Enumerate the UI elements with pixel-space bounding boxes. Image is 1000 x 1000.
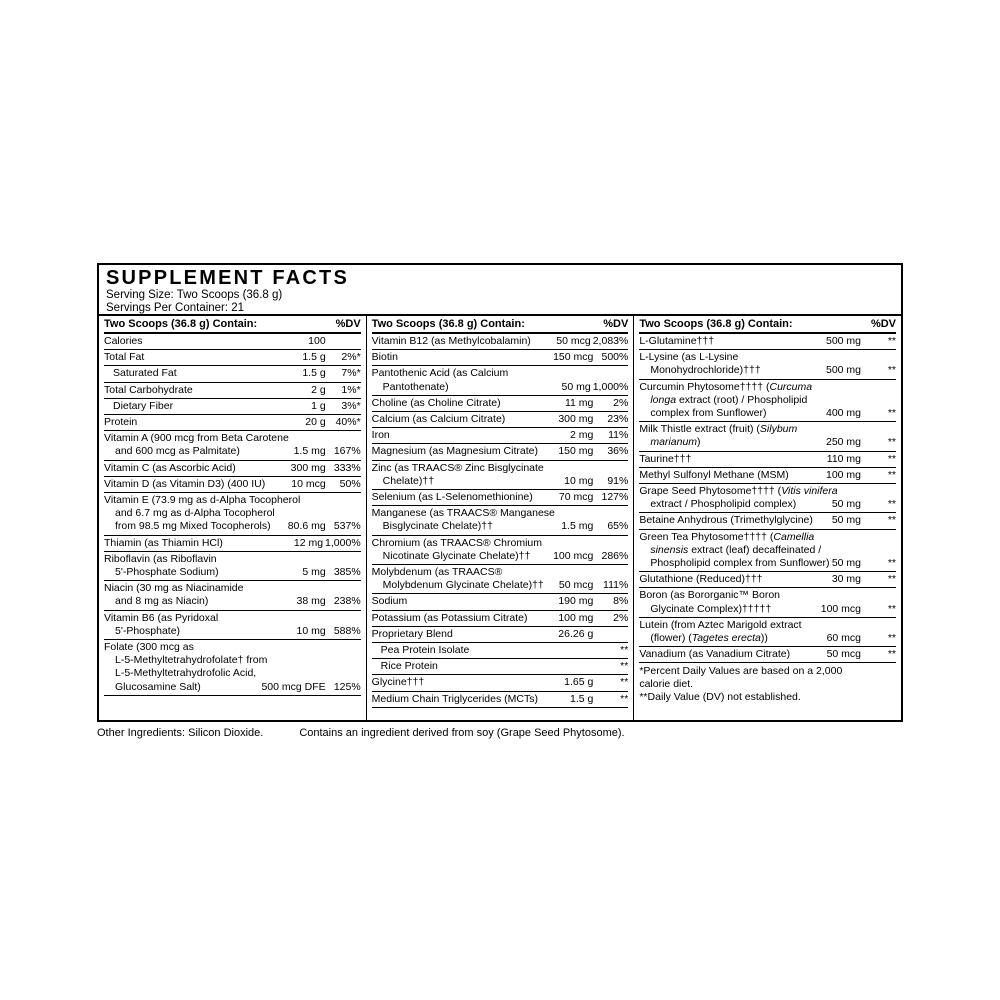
- nutrient-dv: **: [887, 632, 897, 645]
- nutrient-dv: 91%: [607, 474, 629, 487]
- nutrient-name-line: Monohydrochloride)†††: [650, 364, 761, 377]
- nutrient-name-line: Medium Chain Triglycerides (MCTs): [371, 692, 538, 705]
- nutrient-name-line: Vitamin B12 (as Methylcobalamin): [371, 335, 531, 347]
- nutrient-name-line: Taurine†††: [639, 452, 692, 465]
- nutrient-name: [104, 553, 280, 579]
- supplement-facts-panel: [97, 263, 903, 722]
- nutrient-name-line: complex from Sunflower): [650, 407, 767, 420]
- nutrient-name-line: Boron (as Bororganic™ Boron: [639, 589, 780, 602]
- nutrient-row: [372, 461, 629, 490]
- nutrient-row: [639, 452, 896, 468]
- nutrient-name-line: Pantothenate): [382, 380, 449, 393]
- nutrient-name-line: (flower) (Tagetes erecta)): [650, 632, 768, 645]
- nutrient-dv: **: [887, 468, 897, 481]
- nutrient-name-line: Vitamin D (as Vitamin D3) (400 IU): [104, 477, 266, 490]
- nutrient-row: [104, 350, 361, 366]
- nutrient-row: [104, 366, 361, 382]
- nutrient-dv: 1,000%: [592, 380, 629, 393]
- nutrient-row: [639, 647, 896, 663]
- nutrient-row: [372, 536, 629, 565]
- nutrient-name: [639, 619, 815, 645]
- nutrient-amount: 80.6 mg: [287, 520, 326, 533]
- nutrient-name-line: Nicotinate Glycinate Chelate)††: [382, 549, 531, 562]
- nutrient-row: [372, 366, 629, 395]
- column-header: [639, 316, 896, 334]
- nutrient-name-line: Chromium (as TRAACS® Chromium: [371, 536, 542, 549]
- column-header-dv: %DV: [603, 318, 629, 330]
- nutrient-name: [104, 612, 280, 638]
- nutrient-name: [104, 416, 280, 429]
- nutrient-name-line: Methyl Sulfonyl Methane (MSM): [639, 468, 789, 481]
- nutrient-row: [372, 490, 629, 506]
- nutrient-row: [372, 350, 629, 366]
- nutrient-dv: 7%*: [341, 367, 361, 380]
- nutrient-dv: **: [887, 364, 897, 377]
- nutrient-row: [639, 422, 896, 451]
- nutrient-row: [639, 468, 896, 484]
- nutrient-row: [104, 334, 361, 350]
- nutrient-name-line: Betaine Anhydrous (Trimethylglycine): [639, 514, 813, 527]
- nutrient-amount: 300 mg: [290, 461, 326, 474]
- nutrient-name: [372, 612, 548, 625]
- nutrient-name: [372, 335, 545, 348]
- nutrient-name-line: Bisglycinate Chelate)††: [382, 520, 493, 533]
- nutrient-name-line: Glutathione (Reduced)†††: [639, 573, 763, 586]
- nutrient-amount: 20 g: [305, 416, 326, 429]
- nutrient-dv: 385%: [333, 566, 361, 579]
- nutrient-row: [639, 484, 896, 513]
- nutrient-amount: 1.5 mg: [561, 520, 594, 533]
- nutrient-name-line: Folate (300 mcg as: [104, 641, 194, 654]
- nutrient-row: [372, 396, 629, 412]
- soy-notice: Contains an ingredient derived from soy (Grape Seed Phytosome).: [299, 727, 625, 739]
- facts-column: [633, 316, 901, 720]
- nutrient-name-line: Rice Protein: [380, 660, 438, 673]
- nutrient-amount: 1.5 g: [302, 367, 326, 380]
- nutrient-name-line: Grape Seed Phytosome†††† (Vitis vinifera: [639, 485, 838, 498]
- nutrient-name-line: Dietary Fiber: [113, 399, 174, 412]
- nutrient-name-line: L-Lysine (as L-Lysine: [639, 351, 739, 364]
- nutrient-amount: 2 g: [311, 383, 326, 396]
- nutrient-amount: 50 mcg: [826, 648, 862, 661]
- nutrient-name-line: Sodium: [371, 595, 408, 608]
- nutrient-name-line: Iron: [371, 429, 390, 442]
- nutrient-name-line: Protein: [104, 416, 138, 429]
- nutrient-dv: **: [620, 676, 629, 689]
- footnote-line: calorie diet.: [639, 678, 694, 691]
- nutrient-row: [639, 513, 896, 529]
- nutrient-amount: 100 mcg: [820, 602, 862, 615]
- nutrient-row: [639, 572, 896, 588]
- nutrient-dv: **: [620, 692, 629, 705]
- nutrient-name-line: Manganese (as TRAACS® Manganese: [371, 507, 555, 520]
- nutrient-name: [639, 469, 815, 482]
- nutrient-name-line: Vitamin E (73.9 mg as d-Alpha Tocopherol: [104, 494, 301, 507]
- nutrient-name-line: 5'-Phosphate): [115, 624, 181, 637]
- nutrient-name: [372, 595, 548, 608]
- nutrient-dv: 23%: [607, 413, 629, 426]
- nutrient-name-line: Vanadium (as Vanadium Citrate): [639, 648, 791, 661]
- nutrient-amount: 10 mg: [564, 474, 594, 487]
- nutrient-dv: 65%: [607, 520, 629, 533]
- nutrient-name: [104, 537, 277, 550]
- column-header-label: Two Scoops (36.8 g) Contain:: [371, 318, 525, 330]
- nutrient-dv: **: [887, 573, 897, 586]
- nutrient-name-line: Chelate)††: [382, 474, 435, 487]
- nutrient-name: [372, 644, 548, 657]
- nutrient-name-line: Glycine†††: [371, 676, 425, 689]
- nutrient-amount: 50 mg: [561, 380, 591, 393]
- nutrient-dv: 1,000%: [325, 536, 361, 549]
- nutrient-name-line: sinensis extract (leaf) decaffeinated /: [650, 543, 822, 556]
- nutrient-amount: 500 mg: [825, 364, 862, 377]
- nutrient-row: [639, 618, 896, 647]
- nutrient-name: [372, 660, 548, 673]
- nutrient-name: [639, 423, 815, 449]
- nutrient-name-line: Potassium (as Potassium Citrate): [371, 611, 528, 624]
- nutrient-dv: 3%*: [341, 399, 361, 412]
- nutrient-amount: 5 mg: [302, 566, 326, 579]
- nutrient-dv: 2,083%: [592, 335, 629, 347]
- nutrient-name: [372, 462, 548, 488]
- footnotes: [639, 663, 896, 703]
- nutrient-dv: **: [887, 557, 897, 570]
- nutrient-dv: 111%: [603, 579, 629, 592]
- nutrient-name-line: Selenium (as L-Selenomethionine): [371, 491, 533, 504]
- nutrient-name: [372, 628, 548, 641]
- nutrient-name-line: extract / Phospholipid complex): [650, 498, 797, 511]
- nutrient-name: [639, 381, 815, 421]
- nutrient-row: [104, 640, 361, 696]
- nutrient-row: [372, 565, 629, 594]
- nutrient-name: [639, 351, 815, 377]
- nutrient-name: [639, 514, 815, 527]
- facts-column: [99, 316, 366, 720]
- nutrient-name-line: Zinc (as TRAACS® Zinc Bisglycinate: [371, 461, 544, 474]
- nutrient-dv: 1%*: [341, 383, 361, 396]
- nutrient-name-line: 5'-Phosphate Sodium): [115, 566, 219, 579]
- nutrient-amount: 150 mcg: [553, 351, 594, 364]
- nutrient-name-line: Total Fat: [104, 351, 145, 364]
- nutrient-amount: 250 mg: [825, 436, 862, 449]
- serving-size: Serving Size: Two Scoops (36.8 g): [106, 289, 283, 301]
- footnote-line: *Percent Daily Values are based on a 2,000: [639, 665, 843, 678]
- column-header: [104, 316, 361, 334]
- nutrient-name: [104, 582, 280, 608]
- nutrient-name: [104, 384, 280, 397]
- facts-columns: [99, 314, 901, 720]
- nutrient-amount: 1.5 g: [569, 692, 594, 705]
- nutrient-name: [639, 573, 815, 586]
- nutrient-name: [372, 351, 548, 364]
- nutrient-amount: 110 mg: [826, 452, 862, 465]
- facts-column: [366, 316, 634, 720]
- nutrient-name: [639, 485, 838, 511]
- nutrient-name-line: Biotin: [371, 351, 398, 364]
- nutrient-name: [372, 367, 545, 393]
- nutrient-name-line: L-Glutamine†††: [639, 335, 715, 347]
- nutrient-name-line: Curcumin Phytosome†††† (Curcuma: [639, 380, 813, 393]
- nutrient-name-line: Pea Protein Isolate: [380, 644, 470, 657]
- panel-footer: [97, 727, 625, 740]
- nutrient-amount: 1.5 mg: [293, 445, 326, 458]
- nutrient-name: [639, 530, 830, 571]
- nutrient-name-line: and 8 mg as Niacin): [115, 595, 209, 608]
- nutrient-amount: 50 mcg: [558, 579, 594, 592]
- column-header-dv: %DV: [335, 318, 361, 330]
- nutrient-dv: 588%: [333, 624, 361, 637]
- nutrient-row: [104, 611, 361, 640]
- nutrient-name-line: from 98.5 mg Mixed Tocopherols): [115, 520, 271, 533]
- nutrient-dv: 125%: [333, 680, 361, 693]
- nutrient-dv: 2%: [613, 396, 629, 409]
- nutrient-row: [372, 506, 629, 535]
- nutrient-amount: 12 mg: [293, 536, 324, 549]
- nutrient-name: [372, 429, 548, 442]
- nutrient-row: [639, 380, 896, 423]
- nutrient-amount: 100 mg: [558, 611, 594, 624]
- nutrient-amount: 50 mcg: [556, 335, 591, 347]
- nutrient-name: [639, 648, 815, 661]
- nutrient-dv: **: [887, 602, 897, 615]
- nutrient-name: [639, 335, 815, 348]
- nutrient-row: [372, 428, 629, 444]
- nutrient-row: [372, 659, 629, 675]
- nutrient-row: [104, 431, 361, 460]
- nutrient-name-line: Vitamin A (900 mcg from Beta Carotene: [104, 432, 289, 445]
- footnote-line: **Daily Value (DV) not established.: [639, 690, 801, 703]
- nutrient-name-line: Riboflavin (as Riboflavin: [104, 552, 217, 565]
- nutrient-dv: 2%*: [341, 351, 361, 364]
- nutrient-name-line: Pantothenic Acid (as Calcium: [371, 367, 509, 380]
- nutrient-name-line: Proprietary Blend: [371, 627, 453, 640]
- nutrient-name-line: and 600 mcg as Palmitate): [115, 445, 240, 458]
- nutrient-amount: 150 mg: [558, 445, 594, 458]
- nutrient-name: [104, 494, 301, 534]
- nutrient-name-line: longa extract (root) / Phospholipid: [650, 393, 808, 406]
- nutrient-amount: 1.5 g: [302, 351, 326, 364]
- nutrient-name: [639, 453, 815, 466]
- column-header-dv: %DV: [870, 318, 897, 330]
- nutrient-name-line: Lutein (from Aztec Marigold extract: [639, 618, 802, 631]
- nutrient-dv: 500%: [601, 351, 629, 364]
- nutrient-name: [104, 351, 280, 364]
- nutrient-amount: 500 mg: [825, 335, 862, 347]
- nutrient-dv: 167%: [333, 445, 361, 458]
- nutrient-name: [371, 507, 555, 533]
- nutrient-amount: 100: [308, 335, 326, 347]
- nutrient-amount: 50 mg: [831, 514, 862, 527]
- nutrient-name: [104, 400, 280, 413]
- nutrient-name: [104, 478, 280, 491]
- panel-title: SUPPLEMENT FACTS: [106, 267, 349, 289]
- nutrient-row: [104, 477, 361, 493]
- nutrient-row: [639, 350, 896, 379]
- nutrient-amount: 1.65 g: [564, 676, 594, 689]
- nutrient-name: [104, 367, 280, 380]
- nutrient-name: [372, 397, 548, 410]
- nutrient-name: [372, 676, 548, 689]
- nutrient-dv: 8%: [613, 595, 629, 608]
- nutrient-name-line: Molybdenum (as TRAACS®: [371, 566, 503, 579]
- nutrient-row: [372, 643, 629, 659]
- nutrient-row: [104, 383, 361, 399]
- nutrient-row: [639, 588, 896, 617]
- nutrient-name-line: Magnesium (as Magnesium Citrate): [371, 445, 538, 458]
- nutrient-row: [639, 530, 896, 573]
- nutrient-dv: 333%: [333, 461, 361, 474]
- nutrient-name: [639, 589, 815, 615]
- nutrient-row: [372, 412, 629, 428]
- column-header-label: Two Scoops (36.8 g) Contain:: [104, 318, 258, 330]
- nutrient-amount: 38 mg: [296, 595, 326, 608]
- nutrient-amount: 50 mg: [831, 557, 862, 570]
- nutrient-name: [372, 445, 548, 458]
- nutrient-dv: 50%: [339, 477, 361, 490]
- nutrient-name-line: Glycinate Complex)†††††: [650, 602, 772, 615]
- nutrient-amount: 60 mcg: [826, 632, 862, 645]
- column-header: [372, 316, 629, 334]
- nutrient-name-line: Niacin (30 mg as Niacinamide: [104, 582, 244, 595]
- nutrient-name: [372, 693, 548, 706]
- nutrient-row: [104, 581, 361, 610]
- nutrient-name-line: Molybdenum Glycinate Chelate)††: [382, 579, 544, 592]
- nutrient-name: [372, 566, 548, 592]
- nutrient-name-line: Phospholipid complex from Sunflower): [650, 557, 830, 570]
- servings-per-container: Servings Per Container: 21: [106, 301, 245, 314]
- nutrient-row: [372, 692, 629, 708]
- other-ingredients: Other Ingredients: Silicon Dioxide.: [97, 727, 264, 739]
- nutrient-amount: 26.26 g: [558, 627, 594, 640]
- nutrient-dv: **: [887, 514, 897, 527]
- nutrient-amount: 190 mg: [558, 595, 594, 608]
- nutrient-dv: **: [887, 498, 897, 511]
- nutrient-amount: 30 mg: [831, 573, 862, 586]
- nutrient-name-line: Green Tea Phytosome†††† (Camellia: [639, 530, 815, 543]
- nutrient-row: [104, 552, 361, 581]
- nutrient-dv: 40%*: [335, 416, 361, 429]
- nutrient-row: [104, 399, 361, 415]
- nutrient-amount: 300 mg: [558, 413, 594, 426]
- nutrient-row: [372, 444, 629, 460]
- nutrient-dv: 286%: [601, 549, 629, 562]
- nutrient-dv: 2%: [613, 611, 629, 624]
- column-header-label: Two Scoops (36.8 g) Contain:: [639, 318, 793, 330]
- nutrient-name-line: Choline (as Choline Citrate): [371, 396, 501, 409]
- nutrient-amount: 100 mg: [825, 468, 862, 481]
- nutrient-name-line: marianum): [650, 436, 701, 449]
- nutrient-name-line: Vitamin C (as Ascorbic Acid): [104, 461, 236, 474]
- nutrient-name-line: L-5-Methyltetrahydrofolate† from: [115, 654, 268, 667]
- nutrient-name-line: L-5-Methyltetrahydrofolic Acid,: [115, 667, 257, 680]
- nutrient-amount: 50 mg: [831, 498, 862, 511]
- nutrient-name-line: Milk Thistle extract (fruit) (Silybum: [639, 423, 798, 436]
- nutrient-name: [104, 432, 289, 458]
- nutrient-amount: 400 mg: [825, 407, 862, 420]
- nutrient-name-line: Vitamin B6 (as Pyridoxal: [104, 611, 219, 624]
- nutrient-row: [104, 415, 361, 431]
- nutrient-dv: 127%: [601, 491, 629, 504]
- nutrient-dv: **: [887, 436, 897, 449]
- nutrient-dv: 11%: [608, 429, 629, 442]
- nutrient-dv: **: [887, 452, 897, 465]
- nutrient-row: [372, 675, 629, 691]
- nutrient-name-line: Calories: [104, 335, 143, 347]
- nutrient-name: [372, 491, 548, 504]
- nutrient-row: [104, 461, 361, 477]
- nutrient-amount: 100 mcg: [553, 549, 594, 562]
- nutrient-row: [372, 334, 629, 350]
- nutrient-amount: 10 mg: [296, 624, 326, 637]
- nutrient-row: [372, 594, 629, 610]
- nutrient-dv: **: [887, 648, 897, 661]
- nutrient-row: [104, 536, 361, 552]
- nutrient-row: [372, 611, 629, 627]
- nutrient-row: [372, 627, 629, 643]
- nutrient-amount: 500 mcg DFE: [261, 680, 326, 693]
- nutrient-dv: **: [887, 407, 897, 420]
- nutrient-row: [639, 334, 896, 350]
- nutrient-name: [104, 335, 280, 348]
- nutrient-name: [372, 413, 548, 426]
- nutrient-dv: 36%: [607, 445, 629, 458]
- nutrient-dv: 238%: [333, 595, 361, 608]
- nutrient-name-line: Thiamin (as Thiamin HCl): [104, 536, 223, 549]
- nutrient-name-line: Total Carbohydrate: [104, 383, 193, 396]
- nutrient-name-line: and 6.7 mg as d-Alpha Tocopherol: [115, 507, 275, 520]
- nutrient-row: [104, 493, 361, 536]
- nutrient-name: [104, 462, 280, 475]
- nutrient-name: [372, 537, 548, 563]
- nutrient-name-line: Glucosamine Salt): [115, 680, 201, 693]
- nutrient-amount: 1 g: [311, 399, 326, 412]
- nutrient-name-line: Calcium (as Calcium Citrate): [371, 413, 506, 426]
- nutrient-name-line: Saturated Fat: [113, 367, 177, 380]
- nutrient-amount: 2 mg: [570, 429, 594, 442]
- nutrient-dv: **: [620, 660, 629, 673]
- nutrient-name: [104, 641, 268, 694]
- nutrient-dv: **: [620, 644, 629, 657]
- nutrient-amount: 70 mcg: [558, 491, 594, 504]
- nutrient-dv: **: [887, 335, 897, 347]
- nutrient-amount: 11 mg: [564, 396, 594, 409]
- panel-header: [99, 265, 901, 314]
- nutrient-dv: 537%: [333, 520, 361, 533]
- nutrient-amount: 10 mcg: [291, 477, 326, 490]
